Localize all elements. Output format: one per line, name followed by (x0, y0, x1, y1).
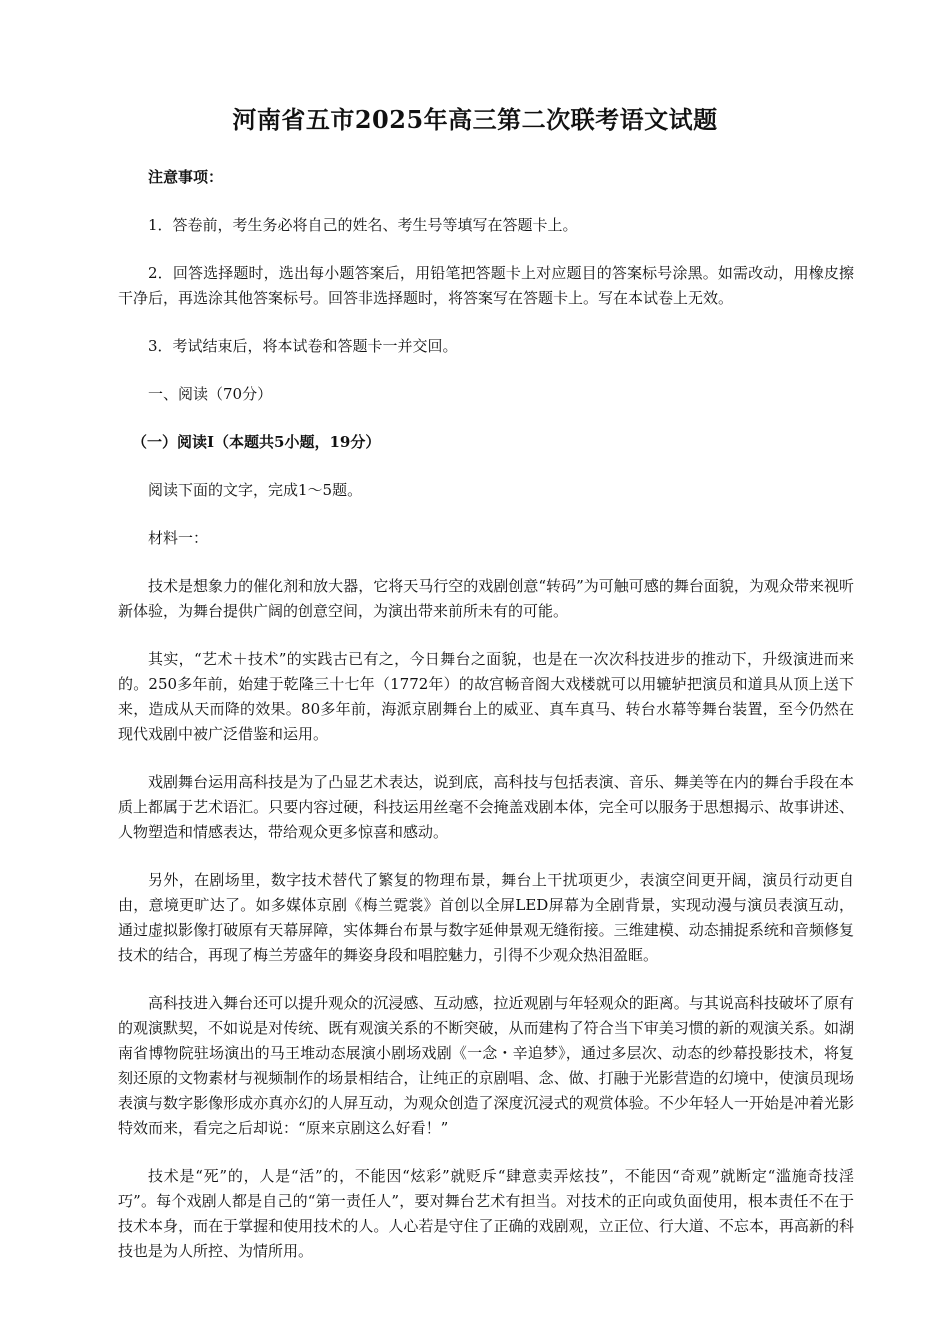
notice-item: 3．考试结束后，将本试卷和答题卡一并交回。 (148, 337, 458, 355)
body-paragraph: 技术是“死”的，人是“活”的，不能因“炫彩”就贬斥“肆意卖弄炫技”，不能因“奇观”就断定“滥施奇技淫巧”。每个戏剧人都是自己的“第一责任人”，要对舞台艺术有担当。对技术的正向或负面使用，根本责任不在于技术本身，而在于掌握和使用技术的人。人心若是守住了正确的戏剧观，立正位、行大道、不忘本，再高新的科技也是为人所控、为情所用。 (118, 1167, 854, 1260)
page-title: 河南省五市2025年高三第二次联考语文试题 (232, 105, 718, 134)
body-paragraph: 另外，在剧场里，数字技术替代了繁复的物理布景，舞台上干扰项更少，表演空间更开阔，演员行动更自由，意境更旷达了。如多媒体京剧《梅兰霓裳》首创以全屏LED屏幕为全剧背景，实现动漫与演员表演互动，通过虚拟影像打破原有天幕屏障，实体舞台布景与数字延伸景观无缝衔接。三维建模、动态捕捉系统和音频修复技术的结合，再现了梅兰芳盛年的舞姿身段和唱腔魅力，引得不少观众热泪盈眶。 (118, 871, 854, 964)
body-paragraph: 其实，“艺术＋技术”的实践古已有之，今日舞台之面貌，也是在一次次科技进步的推动下，升级演进而来的。250多年前，始建于乾隆三十七年（1772年）的故宫畅音阁大戏楼就可以用辘轳把演员和道具从顶上送下来，造成从天而降的效果。80多年前，海派京剧舞台上的威亚、真车真马、转台水幕等舞台装置，至今仍然在现代戏剧中被广泛借鉴和运用。 (118, 650, 854, 743)
body-paragraph: 高科技进入舞台还可以提升观众的沉浸感、互动感，拉近观剧与年轻观众的距离。与其说高科技破坏了原有的观演默契，不如说是对传统、既有观演关系的不断突破，从而建构了符合当下审美习惯的新的观演关系。如湖南省博物院驻场演出的马王堆动态展演小剧场戏剧《一念・辛追梦》，通过多层次、动态的纱幕投影技术，将复刻还原的文物素材与视频制作的场景相结合，让纯正的京剧唱、念、做、打融于光影营造的幻境中，使演员现场表演与数字影像形成亦真亦幻的人屏互动，为观众创造了深度沉浸式的观赏体验。不少年轻人一开始是冲着光影特效而来，看完之后却说：“原来京剧这么好看！” (118, 994, 854, 1137)
section-heading: 一、阅读（70分） (148, 385, 273, 403)
body-paragraph: 技术是想象力的催化剂和放大器，它将天马行空的戏剧创意“转码”为可触可感的舞台面貌，为观众带来视听新体验，为舞台提供广阔的创意空间，为演出带来前所未有的可能。 (118, 577, 854, 620)
instruction-text: 阅读下面的文字，完成1～5题。 (148, 481, 363, 499)
notice-heading: 注意事项： (148, 168, 224, 186)
material-label: 材料一： (148, 529, 209, 547)
body-paragraph: 戏剧舞台运用高科技是为了凸显艺术表达，说到底，高科技与包括表演、音乐、舞美等在内的舞台手段在本质上都属于艺术语汇。只要内容过硬，科技运用丝毫不会掩盖戏剧本体，完全可以服务于思想揭示、故事讲述、人物塑造和情感表达，带给观众更多惊喜和感动。 (118, 773, 854, 841)
document-body (118, 165, 854, 1287)
notice-item: 1．答卷前，考生务必将自己的姓名、考生号等填写在答题卡上。 (148, 216, 578, 234)
notice-item: 2．回答选择题时，选出每小题答案后，用铅笔把答题卡上对应题目的答案标号涂黑。如需改动，用橡皮擦干净后，再选涂其他答案标号。回答非选择题时，将答案写在答题卡上。写在本试卷上无效。 (118, 264, 854, 307)
subsection-heading: （一）阅读Ⅰ（本题共5小题，19分） (132, 433, 381, 451)
